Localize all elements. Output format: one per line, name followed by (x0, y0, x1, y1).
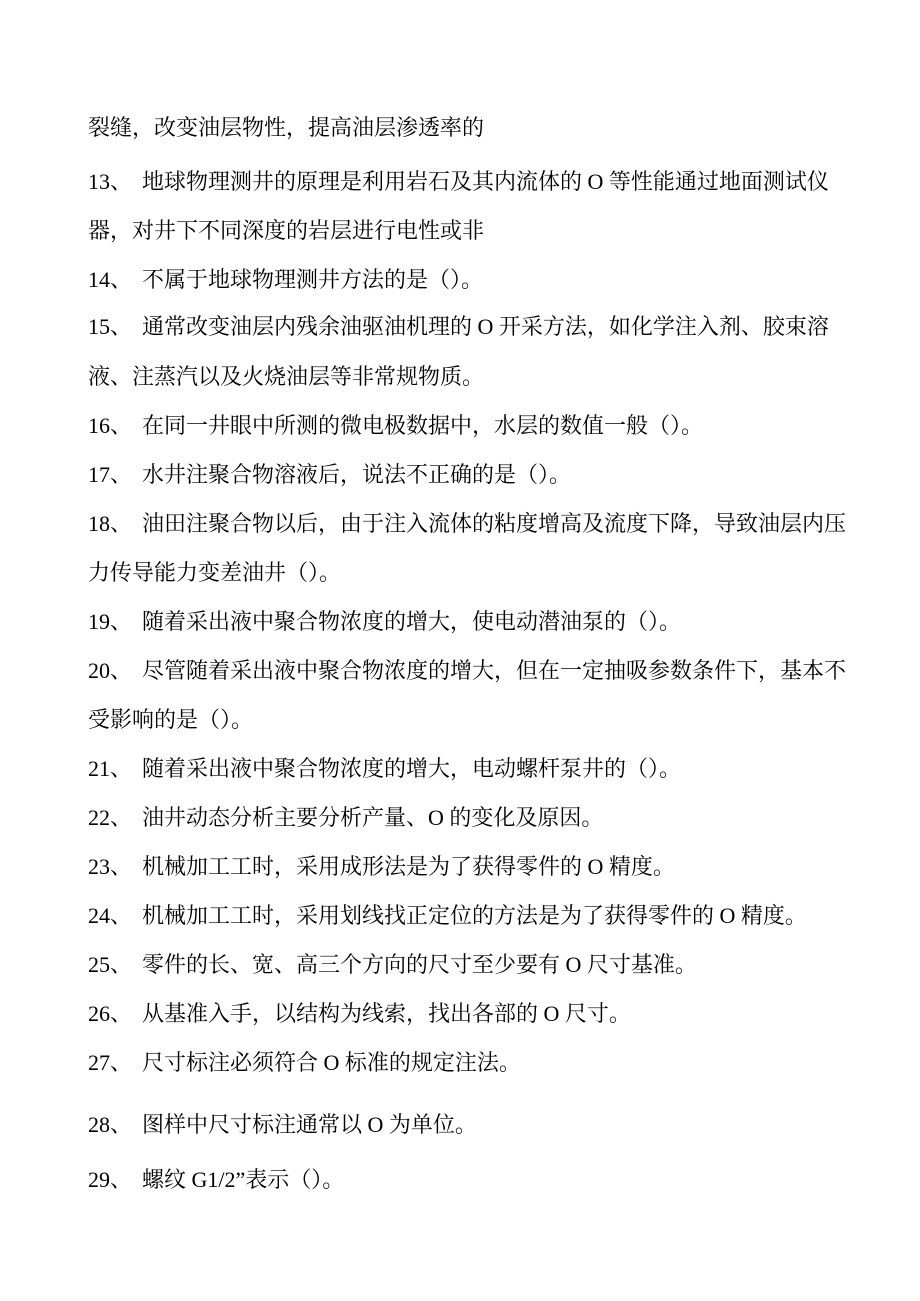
question-number: 25、 (88, 952, 133, 977)
question-number: 23、 (88, 854, 133, 879)
question-text: 油井动态分析主要分析产量、O 的变化及原因。 (142, 805, 604, 830)
question-number: 18、 (88, 511, 133, 536)
question-item (88, 804, 603, 832)
question-item (88, 755, 681, 783)
question-number: 22、 (88, 805, 133, 830)
question-item (88, 510, 846, 538)
question-item (88, 412, 703, 440)
question-continuation (88, 706, 253, 734)
question-number: 19、 (88, 609, 133, 634)
question-text: 力传导能力变差油井（）。 (88, 560, 342, 585)
question-text: 受影响的是（）。 (88, 707, 254, 732)
question-text: 零件的长、宽、高三个方向的尺寸至少要有 O 尺寸基准。 (142, 952, 697, 977)
question-item (88, 608, 681, 636)
question-continuation (88, 559, 341, 587)
question-number: 20、 (88, 658, 133, 683)
question-number: 27、 (88, 1050, 133, 1075)
question-number: 29、 (88, 1167, 133, 1192)
question-number: 13、 (88, 169, 133, 194)
question-text: 液、注蒸汽以及火烧油层等非常规物质。 (88, 364, 485, 389)
question-text: 随着采出液中聚合物浓度的增大，电动螺杆泵井的（）。 (142, 756, 682, 781)
question-number: 24、 (88, 903, 133, 928)
question-item (88, 461, 571, 489)
question-item (88, 266, 483, 294)
question-text: 通常改变油层内残余油驱油机理的 O 开采方法，如化学注入剂、胶束溶 (142, 314, 829, 339)
question-continuation (88, 363, 484, 391)
question-text: 水井注聚合物溶液后，说法不正确的是（）。 (142, 462, 572, 487)
question-text: 在同一井眼中所测的微电极数据中，水层的数值一般（）。 (142, 413, 704, 438)
question-item (88, 902, 807, 930)
question-item (88, 1000, 631, 1028)
continuation-text: 裂缝，改变油层物性，提高油层渗透率的 (88, 115, 485, 140)
question-text: 油田注聚合物以后，由于注入流体的粘度增高及流度下降，导致油层内压 (142, 511, 847, 536)
question-item (88, 853, 675, 881)
question-number: 21、 (88, 756, 133, 781)
question-number: 16、 (88, 413, 133, 438)
question-continuation (88, 217, 484, 245)
question-text: 机械加工工时，采用成形法是为了获得零件的 O 精度。 (142, 854, 675, 879)
question-text: 图样中尺寸标注通常以 O 为单位。 (142, 1112, 477, 1137)
question-number: 28、 (88, 1112, 133, 1137)
question-item (88, 168, 829, 196)
question-text: 器，对井下不同深度的岩层进行电性或非 (88, 218, 485, 243)
question-number: 14、 (88, 267, 133, 292)
question-item (88, 1166, 344, 1194)
question-text: 螺纹 G1/2”表示（）。 (142, 1167, 345, 1192)
question-text: 随着采出液中聚合物浓度的增大，使电动潜油泵的（）。 (142, 609, 682, 634)
question-text: 尺寸标注必须符合 O 标准的规定注法。 (142, 1050, 521, 1075)
question-item (88, 313, 829, 341)
question-item (88, 951, 697, 979)
question-text: 机械加工工时，采用划线找正定位的方法是为了获得零件的 O 精度。 (142, 903, 807, 928)
question-number: 26、 (88, 1001, 133, 1026)
question-text: 从基准入手，以结构为线索，找出各部的 O 尺寸。 (142, 1001, 631, 1026)
question-item (88, 1049, 521, 1077)
question-text: 尽管随着采出液中聚合物浓度的增大，但在一定抽吸参数条件下，基本不 (142, 658, 847, 683)
question-number: 17、 (88, 462, 133, 487)
question-text: 不属于地球物理测井方法的是（）。 (142, 267, 484, 292)
question-number: 15、 (88, 314, 133, 339)
question-item (88, 657, 846, 685)
question-text: 地球物理测井的原理是利用岩石及其内流体的 O 等性能通过地面测试仪 (142, 169, 829, 194)
question-item (88, 1111, 477, 1139)
